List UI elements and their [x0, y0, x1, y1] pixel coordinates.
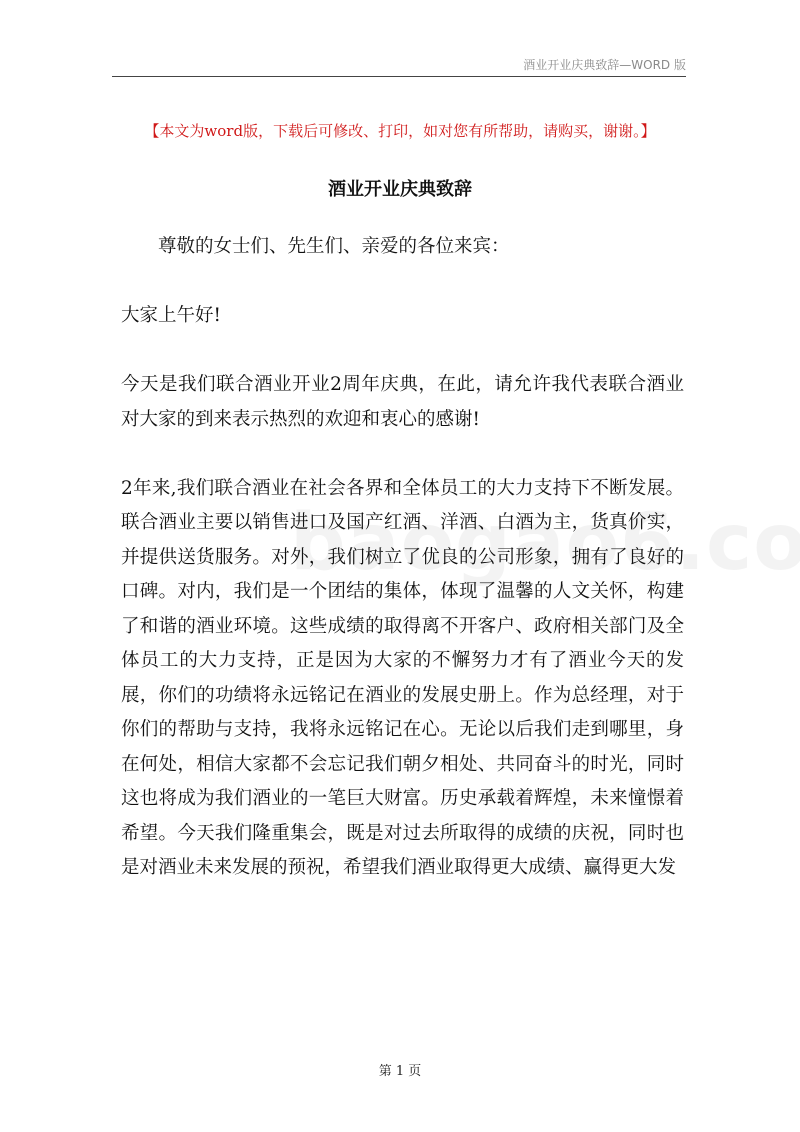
- running-header: 酒业开业庆典致辞—WORD 版: [523, 58, 686, 72]
- greeting-paragraph: 大家上午好!: [121, 305, 221, 326]
- document-title: 酒业开业庆典致辞: [328, 179, 472, 200]
- salutation-paragraph: 尊敬的女士们、先生们、亲爱的各位来宾：: [158, 236, 510, 257]
- header-divider: [112, 76, 686, 77]
- purchase-notice: 【本文为word版，下载后可修改、打印，如对您有所帮助，请购买，谢谢。】: [144, 122, 656, 140]
- welcome-paragraph: 今天是我们联合酒业开业2周年庆典，在此，请允许我代表联合酒业对大家的到来表示热烈的欢迎和衷心的感谢!: [121, 374, 684, 430]
- page-number: 第 1 页: [378, 1064, 422, 1079]
- history-paragraph: 2年来,我们联合酒业在社会各界和全体员工的大力支持下不断发展。联合酒业主要以销售进口及国产红酒、洋酒、白酒为主，货真价实，并提供送货服务。对外，我们树立了优良的公司形象，拥有了良好的口碑。对内，我们是一个团结的集体，体现了温馨的人文关怀，构建了和谐的酒业环境。这些成绩的取得离不开客户、政府相关部门及全体员工的大力支持，正是因为大家的不懈努力才有了酒业今天的发展，你们的功绩将永远铭记在酒业的发展史册上。作为总经理，对于你们的帮助与支持，我将永远铭记在心。无论以后我们走到哪里，身在何处，相信大家都不会忘记我们朝夕相处、共同奋斗的时光，同时这也将成为我们酒业的一笔巨大财富。历史承载着辉煌，未来憧憬着希望。今天我们隆重集会，既是对过去所取得的成绩的庆祝，同时也是对酒业未来发展的预祝，希望我们酒业取得更大成绩、赢得更大发: [121, 477, 684, 878]
- document-body: [121, 230, 684, 886]
